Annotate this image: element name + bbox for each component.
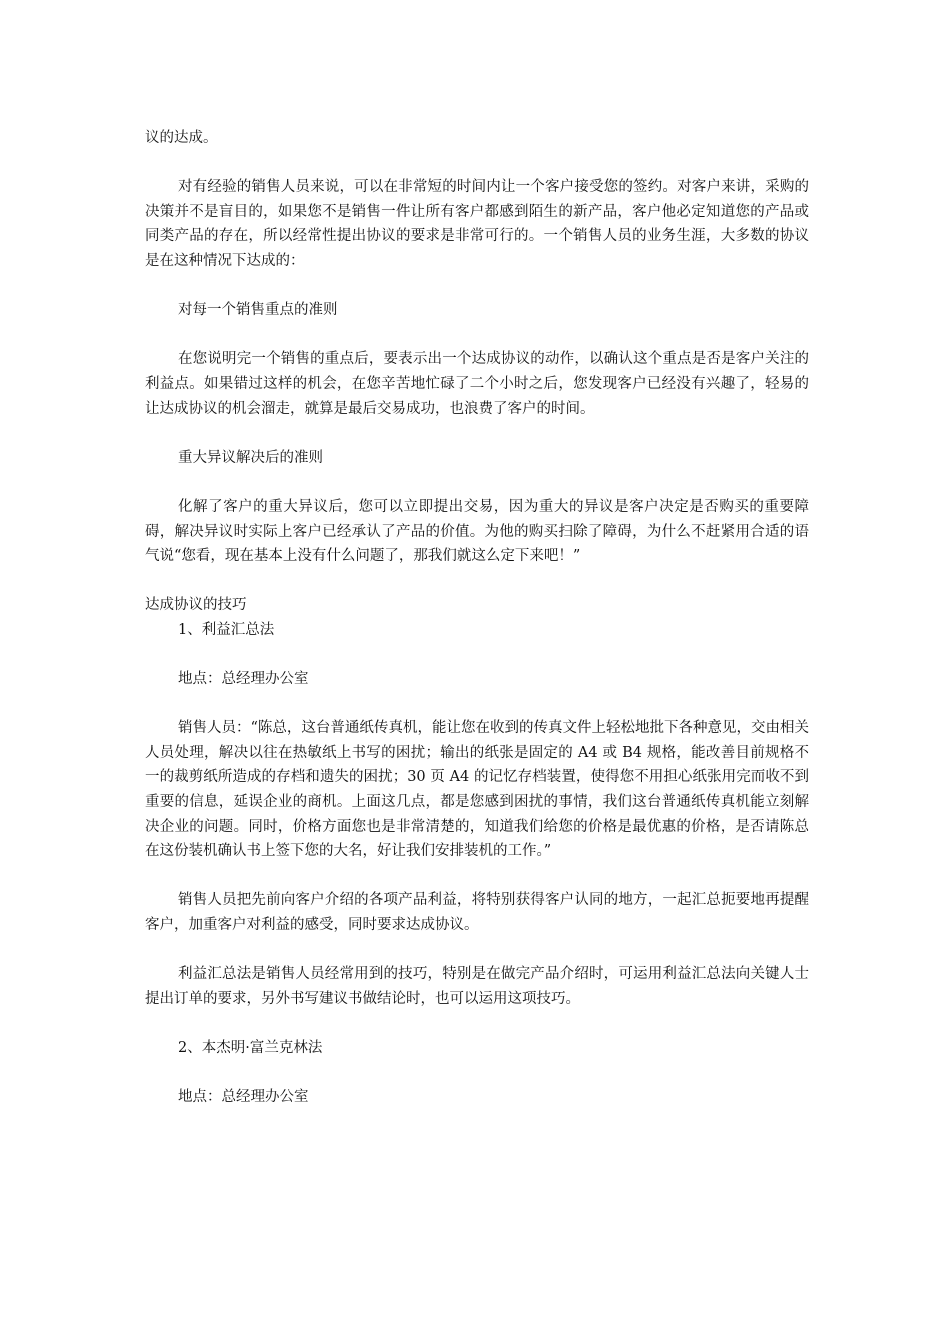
paragraph-spacer — [145, 421, 809, 446]
location-line: 地点：总经理办公室 — [178, 1089, 309, 1106]
paragraph-spacer — [145, 642, 809, 667]
paragraph-benefit-summary-usage: 利益汇总法是销售人员经常用到的技巧，特别是在做完产品介绍时，可运用利益汇总法向关键人士提出订单的要求，另外书写建议书做结论时，也可以运用这项技巧。 — [145, 966, 809, 1007]
paragraph-spacer — [145, 470, 809, 495]
paragraph-spacer — [145, 151, 809, 176]
paragraph-spacer — [145, 323, 809, 348]
paragraph-sales-dialogue: 销售人员：“陈总，这台普通纸传真机，能让您在收到的传真文件上轻松地批下各种意见，交由相关人员处理，解决以往在热敏纸上书写的困扰；输出的纸张是固定的 A4 或 B4 规格，能改善目前规格不一的裁剪纸所造成的存档和遗失的困扰；30 页 A4 的记忆存档装置，使得您不用担心纸张用完而收不到重要的信息，延误企业的商机。上面这几点，都是您感到困扰的事情，我们这台普通纸传真机能立刻解决企业的问题。同时，价格方面您也是非常清楚的，知道我们给您的价格是最优惠的价格，是否请陈总在这份装机确认书上签下您的大名，好让我们安排装机的工作。” — [145, 720, 809, 860]
paragraph-spacer — [145, 692, 809, 717]
paragraph-spacer — [145, 1061, 809, 1086]
paragraph-spacer — [145, 274, 809, 299]
subheading-franklin-method: 2、本杰明·富兰克林法 — [178, 1039, 323, 1056]
paragraph-sales-point-rule: 在您说明完一个销售的重点后，要表示出一个达成协议的动作，以确认这个重点是否是客户关注的利益点。如果错过这样的机会，在您辛苦地忙碌了二个小时之后，您发现客户已经没有兴趣了，轻易的让达成协议的机会溜走，就算是最后交易成功，也浪费了客户的时间。 — [145, 351, 809, 417]
paragraph-continuation: 议的达成。 — [145, 130, 218, 146]
paragraph-benefit-recap: 销售人员把先前向客户介绍的各项产品利益，将特别获得客户认同的地方，一起汇总扼要地再提醒客户，加重客户对利益的感受，同时要求达成协议。 — [145, 892, 809, 933]
paragraph-spacer — [145, 1011, 809, 1036]
location-line: 地点：总经理办公室 — [178, 671, 309, 688]
paragraph-spacer — [145, 938, 809, 963]
section-heading-closing-techniques: 达成协议的技巧 — [145, 597, 247, 614]
paragraph-objection-rule: 化解了客户的重大异议后，您可以立即提出交易，因为重大的异议是客户决定是否购买的重要障碍，解决异议时实际上客户已经承认了产品的价值。为他的购买扫除了障碍，为什么不赶紧用合适的语气说“您看，现在基本上没有什么问题了，那我们就这么定下来吧！” — [145, 498, 809, 565]
section-heading-sales-point-rule: 对每一个销售重点的准则 — [178, 302, 338, 319]
subheading-benefit-summary: 1、利益汇总法 — [178, 621, 275, 638]
paragraph-experienced-sales: 对有经验的销售人员来说，可以在非常短的时间内让一个客户接受您的签约。对客户来讲，采购的决策并不是盲目的，如果您不是销售一件让所有客户都感到陌生的新产品，客户他必定知道您的产品或同类产品的存在，所以经常性提出协议的要求是非常可行的。一个销售人员的业务生涯，大多数的协议是在这种情况下达成的： — [145, 179, 809, 269]
paragraph-spacer — [145, 864, 809, 889]
document-page — [145, 126, 809, 1110]
paragraph-spacer — [145, 569, 809, 594]
section-heading-objection-rule: 重大异议解决后的准则 — [178, 449, 323, 466]
